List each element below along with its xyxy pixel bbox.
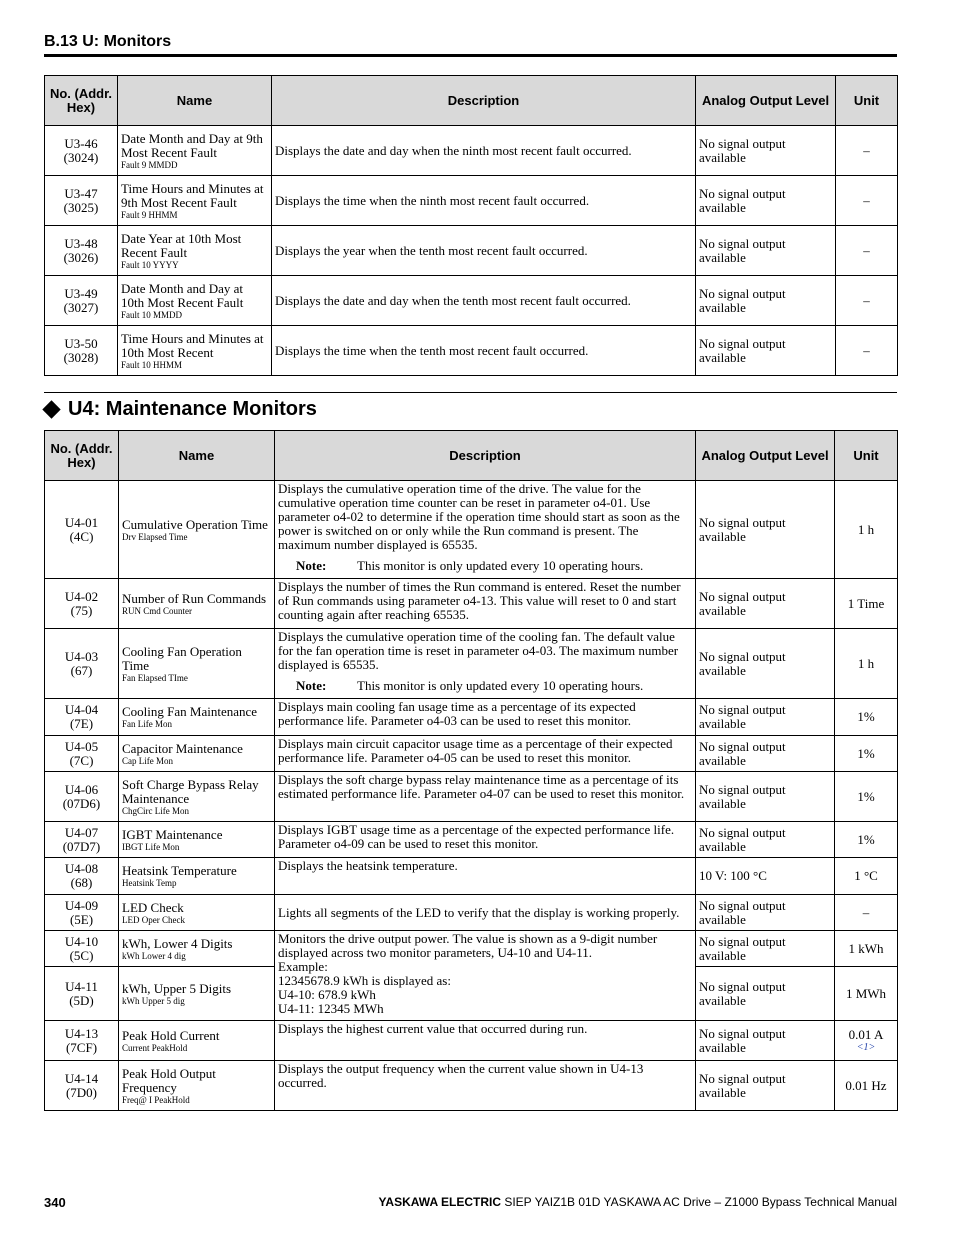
display-name: Fan Elapsed TIme (122, 672, 188, 683)
unit-cell: 1 MWh (835, 967, 898, 1021)
param-number: U4-04 (64, 702, 99, 717)
unit-cell: – (836, 226, 898, 276)
param-name: Date Month and Day at 9th Most Recent Fault (121, 130, 263, 160)
analog-output-cell: No signal output available (696, 629, 835, 699)
description-cell: Displays IGBT usage time as a percentage of the expected performance life. Parameter o4-09 can be used to reset this monitor. (275, 822, 696, 858)
param-number: U3-46 (64, 135, 98, 151)
analog-output-cell: No signal output available (696, 126, 836, 176)
display-name: Fan Life Mon (122, 719, 172, 729)
param-number-cell (45, 276, 118, 326)
param-name: Date Year at 10th Most Recent Fault (121, 230, 242, 260)
section-header: B.13 U: Monitors (44, 33, 172, 50)
param-name: kWh, Upper 5 Digits (122, 980, 232, 996)
param-address: (68) (70, 875, 93, 890)
footnote-reference-link[interactable]: <1> (856, 1042, 876, 1053)
param-name: IGBT Maintenance (122, 826, 223, 842)
param-name: Peak Hold Current (122, 1027, 220, 1043)
name-cell (119, 1061, 275, 1111)
unit-cell: 1% (835, 736, 898, 772)
unit-cell: 1 kWh (835, 931, 898, 967)
param-address: (5E) (69, 911, 94, 927)
description-text: Displays the cumulative operation time of the drive. The value for the cumulative operation time counter can be reset in parameter o4-01. Use parameter o4-02 to determine if the operation time should start as soon as the power is switched on or only while the Run command is present. The maximum number displayed is 65535. (278, 481, 680, 552)
param-number: U3-49 (64, 285, 98, 301)
description-cell: Displays the year when the tenth most recent fault occurred. (272, 226, 696, 276)
name-cell (119, 822, 275, 858)
col-header-name: Name (118, 76, 272, 126)
param-address: (4C) (69, 528, 94, 544)
name-cell (119, 736, 275, 772)
param-name: Number of Run Commands (122, 590, 267, 606)
unit-cell: 1 °C (835, 858, 898, 895)
param-number: U4-03 (64, 648, 99, 664)
unit-cell: 1 Time (835, 579, 898, 629)
param-name: Date Month and Day at 10th Most Recent Fault (121, 280, 244, 310)
table-row (45, 1061, 898, 1111)
param-number-cell (45, 736, 119, 772)
display-name: RUN Cmd Counter (122, 605, 193, 616)
description-text: Displays the cumulative operation time of the cooling fan. The default value for the fan operation time is reset in parameter o4-03. The maximum number displayed is 65535. (278, 629, 679, 672)
name-cell (119, 629, 275, 699)
unit-value: 0.01 A (848, 1027, 884, 1042)
table-row (45, 699, 898, 736)
display-name: Cap Life Mon (122, 755, 173, 766)
param-number: U4-06 (64, 781, 99, 797)
table-header-row (45, 431, 898, 481)
display-name: kWh Upper 5 dig (122, 995, 185, 1006)
u4-monitor-table (44, 430, 898, 1111)
col-header-name: Name (119, 431, 275, 481)
name-cell (119, 858, 275, 895)
analog-output-cell: No signal output available (696, 699, 835, 736)
note-text: This monitor is only updated every 10 operating hours. (357, 678, 644, 693)
name-cell (119, 772, 275, 822)
param-number-cell (45, 481, 119, 579)
param-number: U4-05 (64, 738, 99, 754)
param-number-cell (45, 326, 118, 376)
name-cell (118, 176, 272, 226)
kwh-example-lower: U4-10: 678.9 kWh (278, 987, 376, 1002)
param-number-cell (45, 226, 118, 276)
note (278, 679, 692, 693)
param-address: (07D6) (62, 795, 101, 811)
table-row (45, 326, 898, 376)
param-number: U4-08 (64, 861, 99, 876)
param-address: (3025) (63, 199, 99, 215)
param-number-cell (45, 699, 119, 736)
note-label: Note: (296, 678, 327, 693)
col-header-unit: Unit (835, 431, 898, 481)
description-cell: Displays the output frequency when the current value shown in U4-13 occurred. (275, 1061, 696, 1111)
display-name: LED Oper Check (122, 914, 185, 925)
footer-company: YASKAWA ELECTRIC (378, 1195, 501, 1209)
unit-cell: 1% (835, 699, 898, 736)
section-heading (42, 397, 317, 421)
param-address: (7D0) (65, 1084, 98, 1100)
table-row (45, 176, 898, 226)
param-number: U4-02 (64, 588, 99, 604)
param-name: Cooling Fan Maintenance (122, 704, 258, 719)
page-number: 340 (44, 1195, 66, 1210)
param-number: U4-07 (64, 824, 99, 840)
table-row (45, 226, 898, 276)
display-name: kWh Lower 4 dig (122, 950, 186, 961)
param-name: Soft Charge Bypass Relay Maintenance (122, 776, 259, 806)
param-number: U3-47 (64, 185, 98, 201)
col-header-analog: Analog Output Level (696, 431, 835, 481)
param-number-cell (45, 579, 119, 629)
analog-output-cell: No signal output available (696, 176, 836, 226)
param-number-cell (45, 895, 119, 931)
analog-output-cell: No signal output available (696, 736, 835, 772)
col-header-analog: Analog Output Level (696, 76, 836, 126)
unit-cell (835, 1021, 898, 1061)
description-cell: Displays the time when the tenth most recent fault occurred. (272, 326, 696, 376)
description-cell: Displays the heatsink temperature. (275, 858, 696, 895)
analog-output-cell: No signal output available (696, 579, 835, 629)
analog-output-cell: No signal output available (696, 772, 835, 822)
analog-output-cell: No signal output available (696, 326, 836, 376)
analog-output-cell: No signal output available (696, 895, 835, 931)
description-cell: Displays main circuit capacitor usage time as a percentage of their expected performance life. Parameter o4-05 can be used to reset this monitor. (275, 736, 696, 772)
kwh-example-label: Example: (278, 959, 328, 974)
note-label: Note: (296, 558, 327, 573)
display-name: Freq@ I PeakHold (122, 1094, 190, 1105)
display-name: Fault 9 MMDD (121, 159, 178, 170)
table-row (45, 772, 898, 822)
display-name: Fault 10 YYYY (121, 259, 179, 270)
kwh-example-upper: U4-11: 12345 MWh (278, 1001, 384, 1016)
table-row (45, 579, 898, 629)
analog-output-cell: No signal output available (696, 822, 835, 858)
description-cell: Displays main cooling fan usage time as a percentage of its expected performance life. Parameter o4-03 can be used to reset this monitor. (275, 699, 696, 736)
param-address: (3026) (63, 249, 99, 265)
param-address: (7C) (69, 752, 94, 768)
param-number-cell (45, 176, 118, 226)
description-cell: Lights all segments of the LED to verify that the display is working properly. (275, 895, 696, 931)
param-number: U4-10 (64, 933, 99, 949)
param-number: U4-09 (64, 897, 99, 913)
table-row (45, 931, 898, 967)
param-number-cell (45, 858, 119, 895)
param-name: Time Hours and Minutes at 10th Most Recent (121, 330, 264, 360)
name-cell (118, 326, 272, 376)
param-number: U4-01 (64, 514, 99, 530)
name-cell (118, 126, 272, 176)
param-name: Capacitor Maintenance (122, 740, 243, 756)
description-cell: Displays the time when the ninth most recent fault occurred. (272, 176, 696, 226)
table-row (45, 895, 898, 931)
param-address: (3028) (63, 349, 99, 365)
table-row (45, 858, 898, 895)
analog-output-cell: No signal output available (696, 481, 835, 579)
param-number: U4-14 (64, 1070, 99, 1086)
param-number-cell (45, 967, 119, 1021)
note (278, 559, 692, 573)
section-divider (44, 392, 897, 393)
param-number-cell (45, 822, 119, 858)
unit-cell: – (836, 276, 898, 326)
name-cell (119, 931, 275, 967)
param-number-cell (45, 1021, 119, 1061)
analog-output-cell: No signal output available (696, 276, 836, 326)
description-cell: Displays the highest current value that occurred during run. (275, 1021, 696, 1061)
description-cell: Displays the soft charge bypass relay maintenance time as a percentage of its estimated performance life. Parameter o4-07 can be used to reset this monitor. (275, 772, 696, 822)
header-rule (44, 54, 897, 57)
table-row (45, 1021, 898, 1061)
name-cell (119, 579, 275, 629)
analog-output-cell: No signal output available (696, 967, 835, 1021)
param-number-cell (45, 772, 119, 822)
unit-cell: 1% (835, 822, 898, 858)
unit-cell: 0.01 Hz (835, 1061, 898, 1111)
display-name: Fault 9 HHMM (121, 209, 178, 220)
param-address: (5D) (69, 992, 94, 1008)
param-number-cell (45, 629, 119, 699)
param-name: Peak Hold Output Frequency (122, 1065, 216, 1095)
note-text: This monitor is only updated every 10 operating hours. (357, 558, 644, 573)
kwh-description-line: Monitors the drive output power. The value is shown as a 9-digit number displayed across two monitor parameters, U4-10 and U4-11. (278, 931, 658, 960)
param-number-cell (45, 1061, 119, 1111)
table-row (45, 736, 898, 772)
param-address: (5C) (69, 947, 94, 963)
display-name: Current PeakHold (122, 1042, 188, 1053)
analog-output-cell: No signal output available (696, 1021, 835, 1061)
col-header-no: No. (Addr. Hex) (45, 76, 118, 126)
param-name: Time Hours and Minutes at 9th Most Recent Fault (121, 180, 264, 210)
col-header-description: Description (272, 76, 696, 126)
description-cell (275, 481, 696, 579)
param-address: (3024) (63, 149, 99, 165)
param-name: LED Check (122, 899, 184, 915)
param-number: U4-13 (64, 1025, 99, 1041)
param-address: (3027) (63, 299, 99, 315)
unit-cell: – (836, 326, 898, 376)
param-name: Cumulative Operation Time (122, 516, 268, 532)
analog-output-cell: 10 V: 100 °C (696, 858, 835, 895)
description-cell: Displays the date and day when the ninth most recent fault occurred. (272, 126, 696, 176)
param-name: Heatsink Temperature (122, 863, 237, 878)
col-header-description: Description (275, 431, 696, 481)
name-cell (119, 699, 275, 736)
name-cell (119, 1021, 275, 1061)
table-row (45, 276, 898, 326)
table-row (45, 481, 898, 579)
param-address: (75) (70, 602, 93, 618)
col-header-unit: Unit (836, 76, 898, 126)
param-number: U3-50 (64, 335, 98, 351)
display-name: ChgCirc Life Mon (122, 805, 189, 816)
section-heading-text: U4: Maintenance Monitors (68, 397, 317, 420)
footer-manual-title (379, 1195, 897, 1209)
name-cell (119, 967, 275, 1021)
param-number-cell (45, 126, 118, 176)
param-name: Cooling Fan Operation Time (122, 643, 242, 673)
param-address: (7E) (69, 716, 94, 731)
description-cell (275, 931, 696, 1021)
kwh-example-line: 12345678.9 kWh is displayed as: (278, 973, 451, 988)
unit-cell: – (836, 126, 898, 176)
param-number-cell (45, 931, 119, 967)
param-address: (67) (70, 662, 93, 678)
param-number: U4-11 (65, 978, 98, 994)
display-name: Heatsink Temp (122, 878, 177, 888)
table-row (45, 126, 898, 176)
description-cell: Displays the number of times the Run command is entered. Reset the number of Run commands using parameter o4-13. This value will reset to 0 and start counting again after reaching 65535. (275, 579, 696, 629)
description-cell: Displays the date and day when the tenth most recent fault occurred. (272, 276, 696, 326)
display-name: Drv Elapsed Time (122, 531, 188, 542)
unit-cell: 1 h (835, 629, 898, 699)
name-cell (118, 226, 272, 276)
name-cell (119, 481, 275, 579)
unit-cell: – (835, 895, 898, 931)
display-name: Fault 10 HHMM (121, 359, 183, 370)
param-number: U3-48 (64, 235, 98, 251)
u3-monitor-table (44, 75, 898, 376)
display-name: IBGT Life Mon (122, 841, 180, 852)
col-header-no: No. (Addr. Hex) (45, 431, 119, 481)
analog-output-cell: No signal output available (696, 1061, 835, 1111)
description-cell (275, 629, 696, 699)
unit-cell: 1 h (835, 481, 898, 579)
param-address: (7CF) (65, 1039, 98, 1055)
table-row (45, 629, 898, 699)
analog-output-cell: No signal output available (696, 931, 835, 967)
name-cell (118, 276, 272, 326)
param-address: (07D7) (62, 838, 101, 854)
diamond-bullet-icon (42, 400, 60, 418)
analog-output-cell: No signal output available (696, 226, 836, 276)
display-name: Fault 10 MMDD (121, 309, 183, 320)
unit-cell: – (836, 176, 898, 226)
unit-cell: 1% (835, 772, 898, 822)
table-row (45, 822, 898, 858)
param-name: kWh, Lower 4 Digits (122, 935, 233, 951)
table-header-row (45, 76, 898, 126)
footer-manual: SIEP YAIZ1B 01D YASKAWA AC Drive – Z1000 Bypass Technical Manual (504, 1195, 897, 1209)
name-cell (119, 895, 275, 931)
